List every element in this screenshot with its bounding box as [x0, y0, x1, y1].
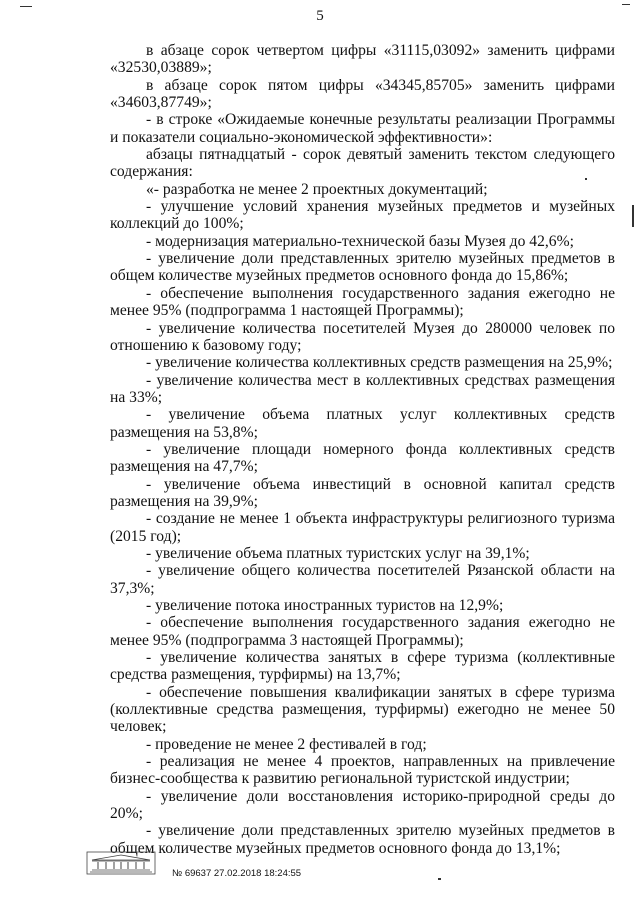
paragraph: - увеличение доли восстановления историко-природной среды до 20%;: [110, 787, 615, 823]
paragraph: - увеличение потока иностранных туристов на 12,9%;: [146, 597, 504, 614]
paragraph: - увеличение количества коллективных средств размещения на 25,9%;: [146, 354, 613, 372]
scan-speck: [20, 6, 32, 7]
paragraph: - увеличение объема инвестиций в основной капитал средств размещения на 39,9%;: [110, 475, 615, 510]
paragraph: - увеличение количества мест в коллективных средствах размещения на 33%;: [110, 371, 615, 406]
scan-speck: [585, 178, 587, 180]
scan-speck: [622, 4, 630, 5]
paragraph: - улучшение условий хранения музейных предметов и музейных коллекций до 100%;: [110, 198, 615, 233]
paragraph: - в строке «Ожидаемые конечные результаты реализации Программы и показатели социально-экономической эффективности»:: [110, 111, 615, 146]
paragraph: - увеличение доли представленных зрителю музейных предметов в общем количестве музейных предметов основного фонда до 15,86%;: [110, 250, 615, 285]
document-footer: № 69637 27.02.2018 18:24:55: [172, 868, 302, 879]
paragraph: - увеличение количества занятых в сфере туризма (коллективные средства размещения, турфирмы) на 13,7%;: [110, 649, 615, 684]
paragraph: - обеспечение повышения квалификации занятых в сфере туризма (коллективные средства размещения, турфирмы) ежегодно не менее 50 человек;: [110, 683, 615, 736]
paragraph: - создание не менее 1 объекта инфраструктуры религиозного туризма (2015 год);: [110, 510, 615, 545]
paragraph: - модернизация материально-технической базы Музея до 42,6%;: [146, 232, 574, 250]
scan-speck: [438, 878, 441, 880]
paragraph: - обеспечение выполнения государственного задания ежегодно не менее 95% (подпрограмма 1 настоящей Программы);: [110, 284, 615, 320]
paragraph: - обеспечение выполнения государственного задания ежегодно не менее 95% (подпрограмма 3 настоящей Программы);: [110, 614, 615, 649]
paragraph: «- разработка не менее 2 проектных документаций;: [146, 180, 488, 198]
paragraph: - увеличение доли представленных зрителю музейных предметов в общем количестве музейных предметов основного фонда до 13,1%;: [110, 822, 615, 857]
paragraph: в абзаце сорок пятом цифры «34345,85705» заменить цифрами «34603,87749»;: [110, 76, 615, 112]
page-number: 5: [316, 8, 324, 24]
paragraph: - проведение не менее 2 фестивалей в год;: [146, 735, 427, 753]
building-stamp-icon: [86, 851, 156, 875]
paragraph: - увеличение объема платных услуг коллективных средств размещения на 53,8%;: [110, 406, 615, 441]
paragraph: абзацы пятнадцатый - сорок девятый заменить текстом следующего содержания:: [110, 146, 615, 181]
scan-speck: [632, 205, 634, 227]
paragraph: в абзаце сорок четвертом цифры «31115,03092» заменить цифрами «32530,03889»;: [110, 42, 615, 77]
paragraph: - увеличение площади номерного фонда коллективных средств размещения на 47,7%;: [110, 440, 615, 476]
paragraph: - реализация не менее 4 проектов, направленных на привлечение бизнес-сообщества к развитию региональной туристской индустрии;: [110, 753, 615, 788]
paragraph: - увеличение объема платных туристских услуг на 39,1%;: [146, 544, 530, 562]
document-body: [110, 42, 615, 857]
paragraph: - увеличение количества посетителей Музея до 280000 человек по отношению к базовому году;: [110, 319, 615, 354]
paragraph: - увеличение общего количества посетителей Рязанской области на 37,3%;: [110, 562, 615, 597]
